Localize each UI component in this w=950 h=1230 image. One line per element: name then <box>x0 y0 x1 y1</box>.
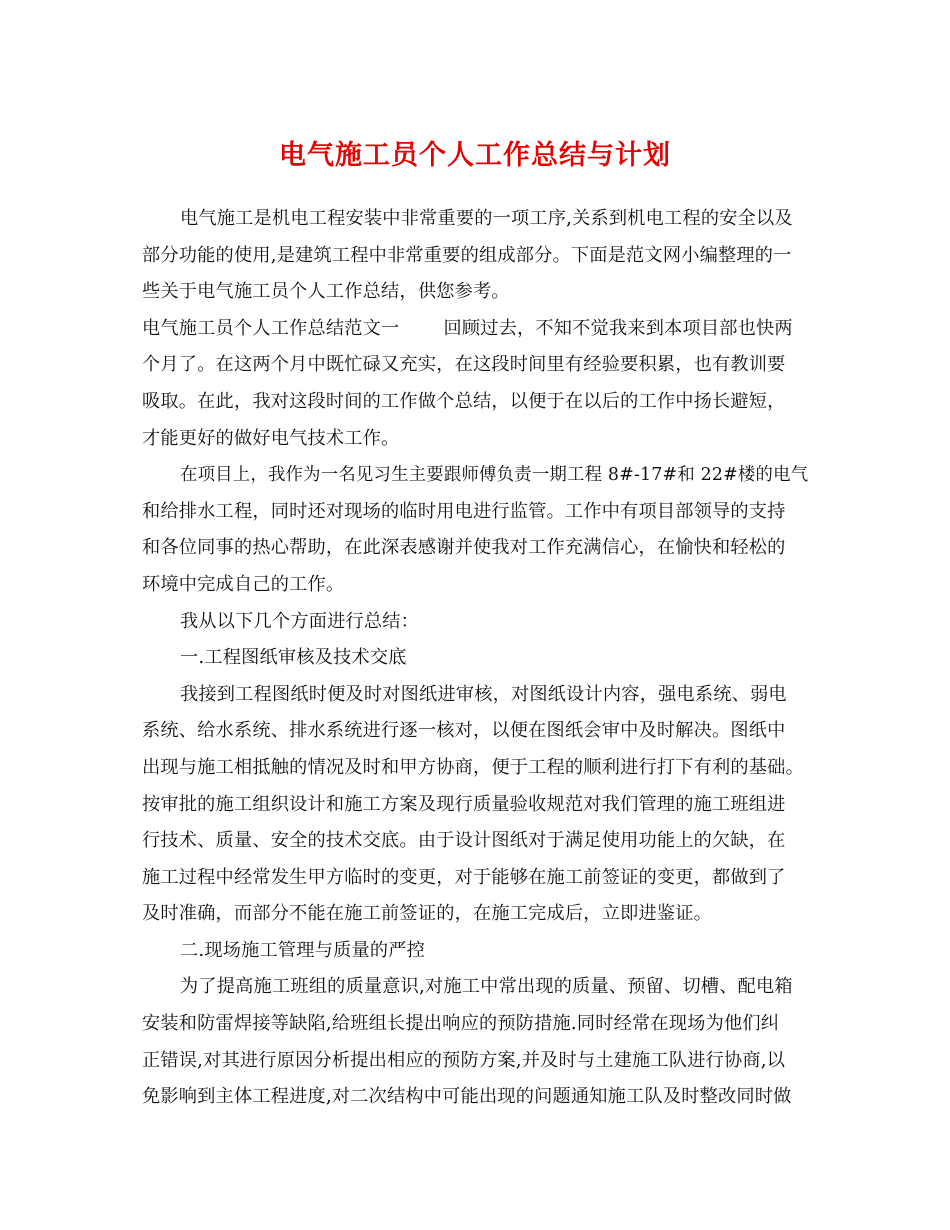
body-line: 为了提高施工班组的质量意识,对施工中常出现的质量、预留、切槽、配电箱 <box>180 976 793 998</box>
section-heading: 二.现场施工管理与质量的严控 <box>180 939 426 961</box>
body-line: 按审批的施工组织设计和施工方案及现行质量验收规范对我们管理的施工班组进 <box>142 793 786 815</box>
body-line: 正错误,对其进行原因分析提出相应的预防方案,并及时与土建施工队进行协商,以 <box>142 1049 786 1071</box>
body-line: 我从以下几个方面进行总结： <box>180 610 420 632</box>
body-line: 我接到工程图纸时便及时对图纸进审核，对图纸设计内容，强电系统、弱电 <box>180 683 787 705</box>
body-line-with-heading <box>142 311 810 348</box>
body-line: 行技术、质量、安全的技术交底。由于设计图纸对于满足使用功能上的欠缺，在 <box>142 830 786 852</box>
body-line: 系统、给水系统、排水系统进行逐一核对，以便在图纸会审中及时解决。图纸中 <box>142 720 786 742</box>
body-line: 和各位同事的热心帮助，在此深表感谢并使我对工作充满信心，在愉快和轻松的 <box>142 537 786 559</box>
document-title: 电气施工员个人工作总结与计划 <box>279 140 671 171</box>
body-line: 部分功能的使用,是建筑工程中非常重要的组成部分。下面是范文网小编整理的一 <box>142 244 792 266</box>
body-line: 施工过程中经常发生甲方临时的变更，对于能够在施工前签证的变更，都做到了 <box>142 866 786 888</box>
body-line: 及时准确，而部分不能在施工前签证的，在施工完成后，立即进鉴证。 <box>142 903 713 925</box>
section-heading: 一.工程图纸审核及技术交底 <box>180 647 407 669</box>
body-line: 安装和防雷焊接等缺陷,给班组长提出响应的预防措施.同时经常在现场为他们纠 <box>142 1013 780 1035</box>
body-text: 回顾过去，不知不觉我来到本项目部也快两 <box>443 317 793 339</box>
body-line: 个月了。在这两个月中既忙碌又充实，在这段时间里有经验要积累，也有教训要 <box>142 354 786 376</box>
body-line: 才能更好的做好电气技术工作。 <box>142 427 400 449</box>
body-line: 和给排水工程，同时还对现场的临时用电进行监管。工作中有项目部领导的支持 <box>142 500 786 522</box>
body-line: 吸取。在此，我对这段时间的工作做个总结，以便于在以后的工作中扬长避短， <box>142 390 786 412</box>
section-heading: 电气施工员个人工作总结范文一 <box>142 317 400 339</box>
document-body <box>142 201 810 1116</box>
body-line: 些关于电气施工员个人工作总结，供您参考。 <box>142 281 510 303</box>
body-line: 免影响到主体工程进度,对二次结构中可能出现的问题通知施工队及时整改同时做 <box>142 1086 792 1108</box>
body-line: 电气施工是机电工程安装中非常重要的一项工序,关系到机电工程的安全以及 <box>180 208 793 229</box>
body-line: 出现与施工相抵触的情况及时和甲方协商，便于工程的顺利进行打下有利的基础。 <box>142 756 804 778</box>
body-line: 在项目上，我作为一名见习生主要跟师傅负责一期工程 8#-17#和 22#楼的电气 <box>180 465 809 486</box>
body-line: 环境中完成自己的工作。 <box>142 573 345 595</box>
